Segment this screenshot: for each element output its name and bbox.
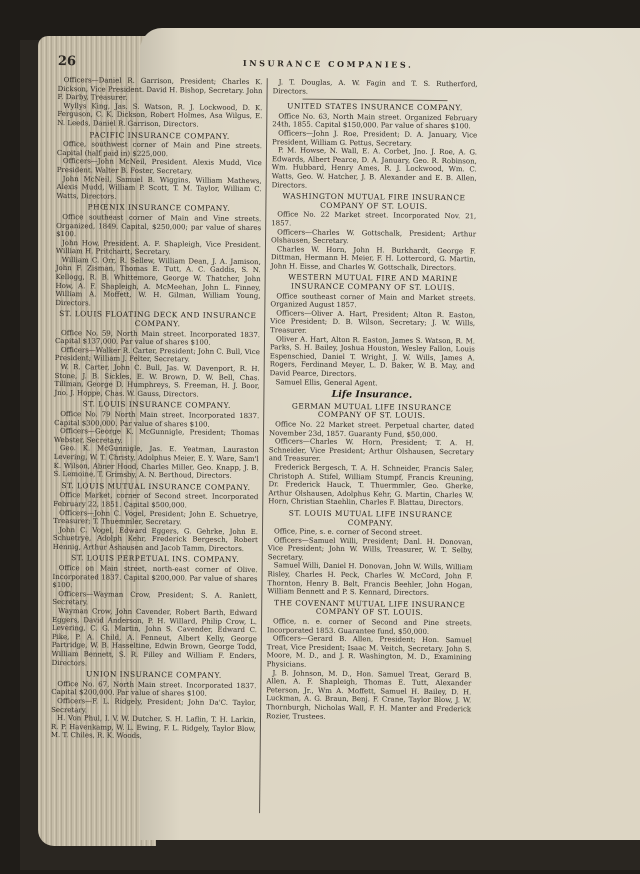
- entry-paragraph: Office, Pine, s. e. corner of Second street.: [273, 527, 423, 537]
- entry-paragraph: Office Market, corner of Second street. Incorporated February 22, 1851. Capital $500,000.: [53, 491, 259, 510]
- entry-paragraph: Officers—Walker R. Carter, President; John C. Bull, Vice President; William J. Felter, Secretary.: [54, 345, 260, 364]
- left-column: [50, 76, 263, 818]
- entry-paragraph: Geo. K. McGunnigle, Jas. E. Yeatman, Lauraston Levering, W. T. Christy, Adolphus Meier, E. Y. Ware, Sam'l K. Wilson, Abner Hood, Charles Miller, Geo. Knapp, J. B. S. Lemoine, T. Grimsby, A. N. Berthoud, Directors.: [53, 444, 259, 480]
- company-heading: UNION INSURANCE COMPANY.: [86, 669, 222, 680]
- entry-paragraph: John C. Vogel, Edward Eggers, G. Gehrke, John E. Schuetrye, Adolph Kehr, Frederick Bergesch, Robert Hennig, Arthur Ashausen and Jacob Tamm, Directors.: [52, 525, 259, 553]
- entry-paragraph: Officers—John McNeil, President. Alexis Mudd, Vice President. Walter B. Foster, Secretary.: [56, 157, 262, 176]
- entry-paragraph: Office No. 22 Market street. Perpetual charter, dated November 23d, 1857. Guaranty Fund, $50,000.: [268, 420, 475, 439]
- entry-paragraph: P. M. Howse, N. Wall, E. A. Corbet, Jno. J. Roe, A. G. Edwards, Albert Pearce, D. A. January, Geo. R. Robinson, Wm. Hubbard, Henry Ames, R. J. Lockwood, Wm. C. Watts, Geo. W. Hatcher, J. B. Alexander and E. B. Allen, Directors.: [271, 146, 478, 190]
- text-columns: [50, 76, 488, 820]
- entry-paragraph: Officers—Charles W. Horn, President; T. A. H. Schneider, Vice President; Arthur Olshausen, Secretary and Treasurer.: [268, 437, 474, 464]
- entry-paragraph: Officers—Charles W. Gottschalk, President; Arthur Olshausen, Secretary.: [270, 227, 477, 246]
- entry-paragraph: Officers—Samuel Willi, President; Danl. H. Donovan, Vice President; John W. Wills, Treasurer, W. T. Selby, Secretary.: [267, 535, 473, 562]
- entry-paragraph: Officers—Oliver A. Hart, President; Alton R. Easton, Vice President; D. B. Wilson, Secretary; J. W. Wills, Treasurer.: [270, 309, 476, 335]
- company-heading: ST. LOUIS INSURANCE COMPANY.: [82, 399, 231, 411]
- entry-paragraph: Office on Main street, north-east corner of Olive. Incorporated 1837. Capital $200,000. Par value of shares $100.: [52, 564, 258, 590]
- entry-paragraph: Office No. 79 North Main street. Incorporated 1837. Capital $300,000. Par value of shares $100.: [54, 410, 260, 429]
- company-heading: UNITED STATES INSURANCE COMPANY.: [287, 101, 463, 113]
- entry-paragraph: Office No. 67, North Main street. Incorporated 1837. Capital $200,000. Par value of shares $100.: [51, 679, 257, 698]
- section-heading: Life Insurance.: [331, 389, 413, 401]
- entry-paragraph: J. T. Douglas, A. W. Fagin and T. S. Rutherford, Directors.: [272, 78, 478, 96]
- running-title: INSURANCE COMPANIES.: [242, 57, 414, 70]
- company-heading: ST. LOUIS MUTUAL INSURANCE COMPANY.: [61, 480, 251, 492]
- company-heading: THE COVENANT MUTUAL LIFE INSURANCE COMPANY OF ST. LOUIS.: [274, 598, 466, 618]
- company-heading: ST. LOUIS PERPETUAL INS. COMPANY.: [71, 553, 240, 565]
- entry-paragraph: Officers—Daniel R. Garrison, President; Charles K. Dickson, Vice President. David H. Bishop, Secretary. John F. Darby, Treasurer.: [57, 76, 263, 102]
- company-heading: PACIFIC INSURANCE COMPANY.: [89, 129, 230, 141]
- entry-paragraph: Samuel Willi, Daniel H. Donovan, John W. Wills, William Risley, Charles H. Peck, Charles W. McCord, John F. Thornton, Henry B. Belt, Francis Beehler, John Hogan, William Bennett and P. S. Kennard, Directors.: [267, 561, 473, 598]
- entry-paragraph: H. Von Phul, I. V. W. Dutcher, S. H. Laflin, T. H. Larkin, R. P. Havenkamp, W. L. Ewing, F. L. Ridgely, Taylor Blow, M. T. Chiles, R. K. Woods,: [50, 714, 257, 741]
- entry-paragraph: John How, President. A. F. Shapleigh, Vice President. William H. Pritchartt, Secretary.: [55, 238, 262, 257]
- company-heading: GERMAN MUTUAL LIFE INSURANCE COMPANY OF ST. LOUIS.: [291, 401, 452, 421]
- entry-paragraph: Officers—Wayman Crow, President; S. A. Ranlett, Secretary.: [52, 589, 258, 607]
- entry-paragraph: Office No. 63, North Main street. Organized February 24th, 1855. Capital $150,000. Par value of shares $100.: [272, 112, 478, 131]
- entry-paragraph: Officers—F. L. Ridgely, President; John Da'C. Taylor, Secretary.: [51, 696, 257, 714]
- company-heading: WESTERN MUTUAL FIRE AND MARINE INSURANCE COMPANY OF ST. LOUIS.: [288, 272, 459, 293]
- company-heading: ST. LOUIS FLOATING DECK AND INSURANCE COMPANY.: [59, 309, 257, 329]
- entry-paragraph: Office, n. e. corner of Second and Pine streets. Incorporated 1853. Guarantee fund, $50,000.: [266, 617, 473, 636]
- right-column: [265, 78, 478, 820]
- entry-paragraph: Samuel Ellis, General Agent.: [275, 377, 378, 387]
- entry-paragraph: Officers—Gerard B. Allen, President; Hon. Samuel Treat, Vice President; Isaac M. Veitch, Secretary. John S. Moore, M. D., and J. R. Washington, M. D., Examining Physicians.: [266, 634, 472, 669]
- entry-paragraph: Office southeast corner of Main and Vine streets. Organized, 1849. Capital, $250,000; par value of shares $100.: [56, 212, 262, 239]
- entry-paragraph: Wayman Crow, John Cavender, Robert Barth, Edward Eggers, David Anderson, P. H. Willard, Philip Crow, L. Levering, C. G. Martin, John S. Cavender, Edward C. Pike, P. A. Child, A. Fenneut, Albert Kelly, George Partridge, W. B. Hasseltine, Edwin Brown, George Todd, William Bennett, S. R. Filley and William F. Enders, Directors.: [51, 607, 258, 667]
- entry-paragraph: Charles W. Horn, John H. Burkhardt, George F. Dittman, Hermann H. Meier, F. H. Lottercord, G. Martin, John H. Eisse, and Charles W. Gottschalk, Directors.: [270, 244, 476, 273]
- section-rule: [303, 99, 448, 102]
- entry-paragraph: Officers—John C. Vogel, President; John E. Schuetrye, Treasurer; T. Thuemmler, Secretary.: [53, 508, 259, 527]
- entry-paragraph: W. R. Carter, John C. Bull, Jas. W. Davenport, R. H. Stone, J. B. Sickles, E. W. Brown, D. W. Bell, Chas. Tillman, George D. Humphreys, S. Freeman, H. J. Boor, Jno. J. Hoppe, Chas. W. Gauss, Directors.: [54, 363, 260, 399]
- company-heading: PHŒNIX INSURANCE COMPANY.: [87, 202, 231, 214]
- entry-paragraph: Frederick Bergesch, T. A. H. Schneider, Francis Saler, Christoph A. Stifel, William Stumpf, Francis Kreuning, Dr. Frederick Hauck, T. Thuermmler, Geo. Gherke, Arthur Olshausen, Adolphus Kehr, G. Martin, Charles W. Horn, Christian Staehlin, Charles F. Blattau, Directors.: [268, 463, 474, 508]
- page-number: 26: [57, 53, 77, 70]
- company-heading: ST. LOUIS MUTUAL LIFE INSURANCE COMPANY.: [288, 508, 453, 528]
- entry-paragraph: Oliver A. Hart, Alton R. Easton, James S. Watson, R. M. Parks, S. H. Bailey, Joshua Houston, Wesley Fallon, Louis Espenschied, Daniel T. Wright, J. W. Wills, James A. Rogers, Ferdinand Meyer, L. D. Baker, W. B. May, and David Pearce, Directors.: [269, 334, 476, 379]
- entry-paragraph: Officers—John J. Roe, President; D. A. January, Vice President, William G. Pettus, Secretary.: [272, 129, 478, 148]
- entry-paragraph: Office southeast corner of Main and Market streets. Organized August 1857.: [270, 291, 476, 310]
- entry-paragraph: Office No. 22 Market street. Incorporated Nov. 21, 1857.: [271, 210, 477, 228]
- entry-paragraph: William C. Orr, R. Sellew, William Dean, J. A. Jamison, John F. Zisman, Thomas E. Tutt, A. C. Gaddis, S. N. Kellogg, R. B. Whittemore, George W. Thatcher, John How, A. F. Shapleigh, A. McMeehan, John L. Finney, William A. Moffett, W. H. Gilman, William Young, Directors.: [55, 255, 261, 308]
- entry-paragraph: Officers—George K. McGunnigle, President; Thomas Webster, Secretary.: [53, 427, 260, 445]
- entry-paragraph: J. B. Johnson, M. D., Hon. Samuel Treat, Gerard B. Allen, A. F. Shapleigh, Thomas E. Tutt, Alexander Peterson, Jr., Wm A. Moffett, Samuel H. Bailey, D. H. Luckman, A. G. Braun, Benj. F. Crane, Taylor Blow, J. W. Thornburgh, Nicholas Wall, F. H. Manter and Frederick Rozier, Trustees.: [266, 668, 472, 721]
- entry-paragraph: Office No. 59, North Main street. Incorporated 1837. Capital $137,000. Par value of shares $100.: [54, 328, 261, 347]
- entry-paragraph: John McNeil, Samuel B. Wiggins, William Mathews, Alexis Mudd, William P. Scott, T. M. Taylor, William C. Watts, Directors.: [56, 174, 262, 201]
- company-heading: WASHINGTON MUTUAL FIRE INSURANCE COMPANY OF ST. LOUIS.: [282, 191, 466, 211]
- entry-paragraph: Wyllys King, Jas. S. Watson, R. J. Lockwood, D. K. Ferguson, C. K. Dickson, Robert Holmes, Asa Wilgus, E. N. Leeds, Daniel R. Garrison, Directors.: [57, 101, 263, 129]
- page-content: [50, 52, 628, 818]
- entry-paragraph: Office, southwest corner of Main and Pine streets. Capital (half paid in) $225,000.: [56, 140, 263, 158]
